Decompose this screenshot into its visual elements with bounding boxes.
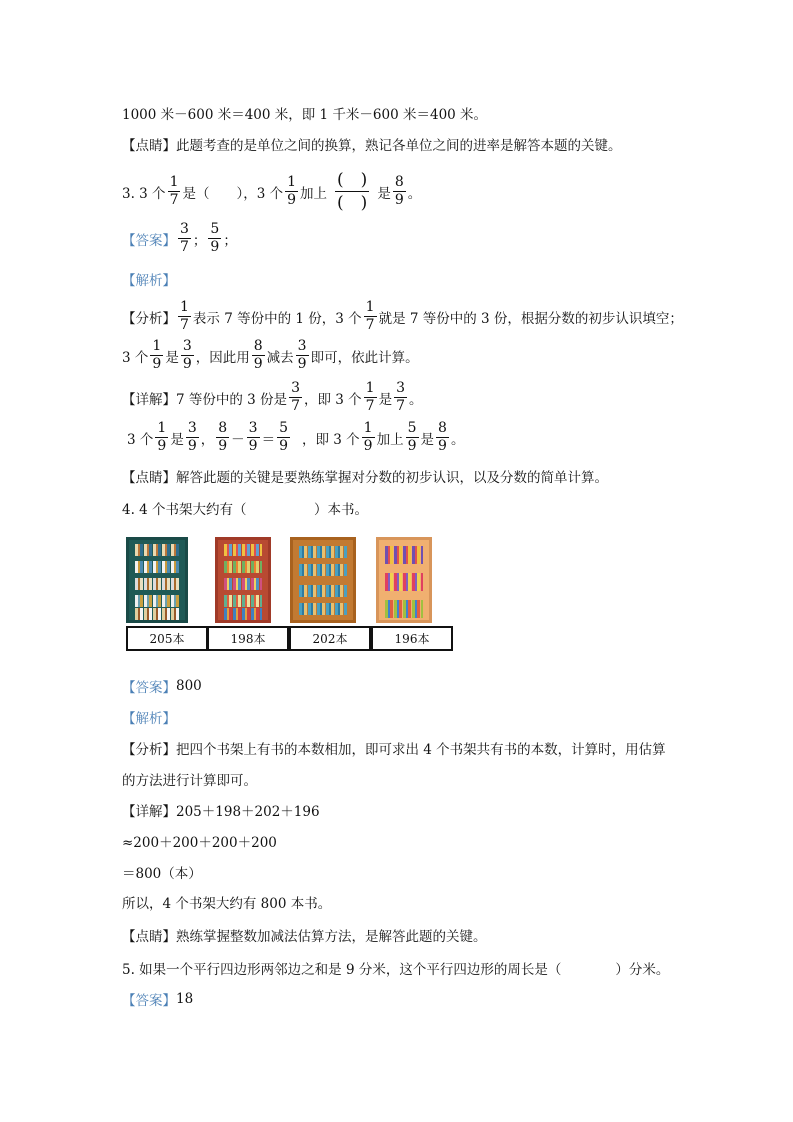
- text: ，即 3 个: [302, 431, 360, 448]
- question-4: 4. 4 个书架大约有（ ）本书。: [122, 502, 369, 518]
- bookshelf-image: [126, 537, 188, 623]
- text: ；: [192, 232, 207, 249]
- text: 就是 7 等份中的 3 份，根据分数的初步认识填空；: [378, 310, 683, 327]
- fraction: $\frac{5}{9}$: [210, 221, 220, 255]
- text: 即可，依此计算。: [310, 349, 419, 366]
- text: ，即 3 个: [303, 391, 362, 408]
- fraction: $\frac{3}{9}$: [187, 420, 197, 454]
- bookshelf-image: [376, 537, 432, 623]
- fenxi-4: [122, 738, 666, 758]
- text: 表示 7 等份中的 1 份，3 个: [192, 310, 362, 327]
- text: 7 等份中的 3 份是: [176, 391, 288, 408]
- xiangjie-3: [122, 380, 423, 415]
- text: 。: [450, 431, 465, 448]
- text: 此题考查的是单位之间的换算，熟记各单位之间的进率是解答本题的关键。: [176, 138, 622, 154]
- text: 加上: [300, 185, 328, 202]
- fraction: $\frac{8}{9}$: [394, 174, 404, 208]
- bookshelf-image: [215, 537, 271, 623]
- fenxi-4-line2: 的方法进行计算即可。: [122, 773, 257, 789]
- fraction: $\frac{1}{7}$: [365, 299, 375, 333]
- fenxi-3-line2: [122, 338, 419, 373]
- text: 。: [409, 391, 423, 408]
- text: 800: [176, 678, 202, 694]
- fraction: $\frac{3}{9}$: [182, 338, 192, 372]
- text: 205＋198＋202＋196: [176, 804, 320, 820]
- fraction: $\frac{3}{7}$: [291, 380, 300, 414]
- tag: 【点睛】: [122, 138, 176, 154]
- text: －: [231, 431, 245, 448]
- text: 3 个: [122, 349, 149, 366]
- tag: 【详解】: [122, 391, 176, 408]
- tag: 【详解】: [122, 804, 176, 820]
- shelf-label: 198本: [207, 626, 289, 651]
- text: ；: [223, 232, 237, 249]
- xiangjie-4-line4: 所以，4 个书架大约有 800 本书。: [122, 896, 332, 912]
- fraction: $\frac{5}{9}$: [279, 420, 288, 454]
- text: ，因此用: [195, 349, 250, 366]
- text: 是: [378, 391, 393, 408]
- fraction: $\frac{1}{9}$: [152, 338, 162, 372]
- fraction: $\frac{1}{7}$: [180, 299, 189, 333]
- text-line: 1000 米－600 米＝400 米，即 1 千米－600 米＝400 米。: [122, 107, 488, 123]
- xiangjie-4-line2: ≈200＋200＋200＋200: [122, 835, 277, 851]
- text: 把四个书架上有书的本数相加，即可求出 4 个书架共有书的本数，计算时，用估算: [176, 742, 666, 758]
- shelf-label: 202本: [289, 626, 371, 651]
- fraction: $\frac{8}{9}$: [218, 420, 228, 454]
- fraction: $\frac{3}{9}$: [297, 338, 307, 372]
- fraction: $\frac{5}{9}$: [407, 420, 417, 454]
- text: ，: [200, 431, 215, 448]
- text: 是: [377, 185, 391, 202]
- text: ＝: [261, 431, 276, 448]
- bookshelf-image: [290, 537, 356, 623]
- dianjing-4: [122, 925, 487, 945]
- tag: 【点睛】: [122, 470, 176, 486]
- text: 18: [176, 991, 194, 1007]
- shelf-label: 196本: [371, 626, 453, 651]
- answer-5: [122, 989, 193, 1009]
- text: 是: [165, 349, 179, 366]
- text: 3 个: [127, 431, 154, 448]
- tag: 【分析】: [122, 742, 176, 758]
- fraction: $\frac{1}{9}$: [287, 174, 297, 208]
- question-3: [122, 169, 421, 214]
- tag: 【分析】: [122, 310, 176, 327]
- text: 熟练掌握整数加减法估算方法，是解答此题的关键。: [176, 929, 487, 945]
- text: 。: [407, 185, 422, 202]
- text: 是（ ），3 个: [182, 185, 284, 202]
- answer-tag: 【答案】: [122, 232, 176, 249]
- text: 加上: [376, 431, 404, 448]
- fraction: $\frac{1}{9}$: [363, 420, 373, 454]
- question-5: 5. 如果一个平行四边形两邻边之和是 9 分米，这个平行四边形的周长是（ ）分米。: [122, 962, 670, 978]
- tag: 【点睛】: [122, 929, 176, 945]
- fraction: $\frac{3}{7}$: [396, 380, 405, 414]
- answer-tag: 【答案】: [122, 993, 176, 1009]
- text: 是: [170, 431, 184, 448]
- dianjing-line: [122, 134, 622, 154]
- blank-fraction: $\frac{( )}{( )}$: [337, 170, 368, 213]
- xiangjie-4-line3: ＝800（本）: [122, 866, 202, 882]
- xiangjie-4: [122, 800, 320, 820]
- text: 解答此题的关键是要熟练掌握对分数的初步认识，以及分数的简单计算。: [176, 470, 608, 486]
- fraction: $\frac{1}{7}$: [169, 174, 179, 208]
- text: 3. 3 个: [122, 185, 166, 202]
- answer-4: [122, 676, 202, 696]
- dianjing-3: [122, 466, 608, 486]
- fraction: $\frac{3}{9}$: [248, 420, 258, 454]
- answer-tag: 【答案】: [122, 680, 176, 696]
- text: 是: [420, 431, 435, 448]
- xiangjie-3-line2: [127, 420, 464, 455]
- fraction: $\frac{8}{9}$: [438, 420, 447, 454]
- jiexi-tag: 【解析】: [122, 711, 176, 727]
- fraction: $\frac{3}{7}$: [180, 221, 189, 255]
- shelf-label: 205本: [126, 626, 208, 651]
- fenxi-3: [122, 299, 683, 334]
- text: 减去: [266, 349, 294, 366]
- fraction: $\frac{1}{7}$: [365, 380, 375, 414]
- fraction: $\frac{8}{9}$: [253, 338, 263, 372]
- fraction: $\frac{1}{9}$: [157, 420, 167, 454]
- answer-3: [122, 221, 237, 256]
- jiexi-tag: 【解析】: [122, 273, 176, 289]
